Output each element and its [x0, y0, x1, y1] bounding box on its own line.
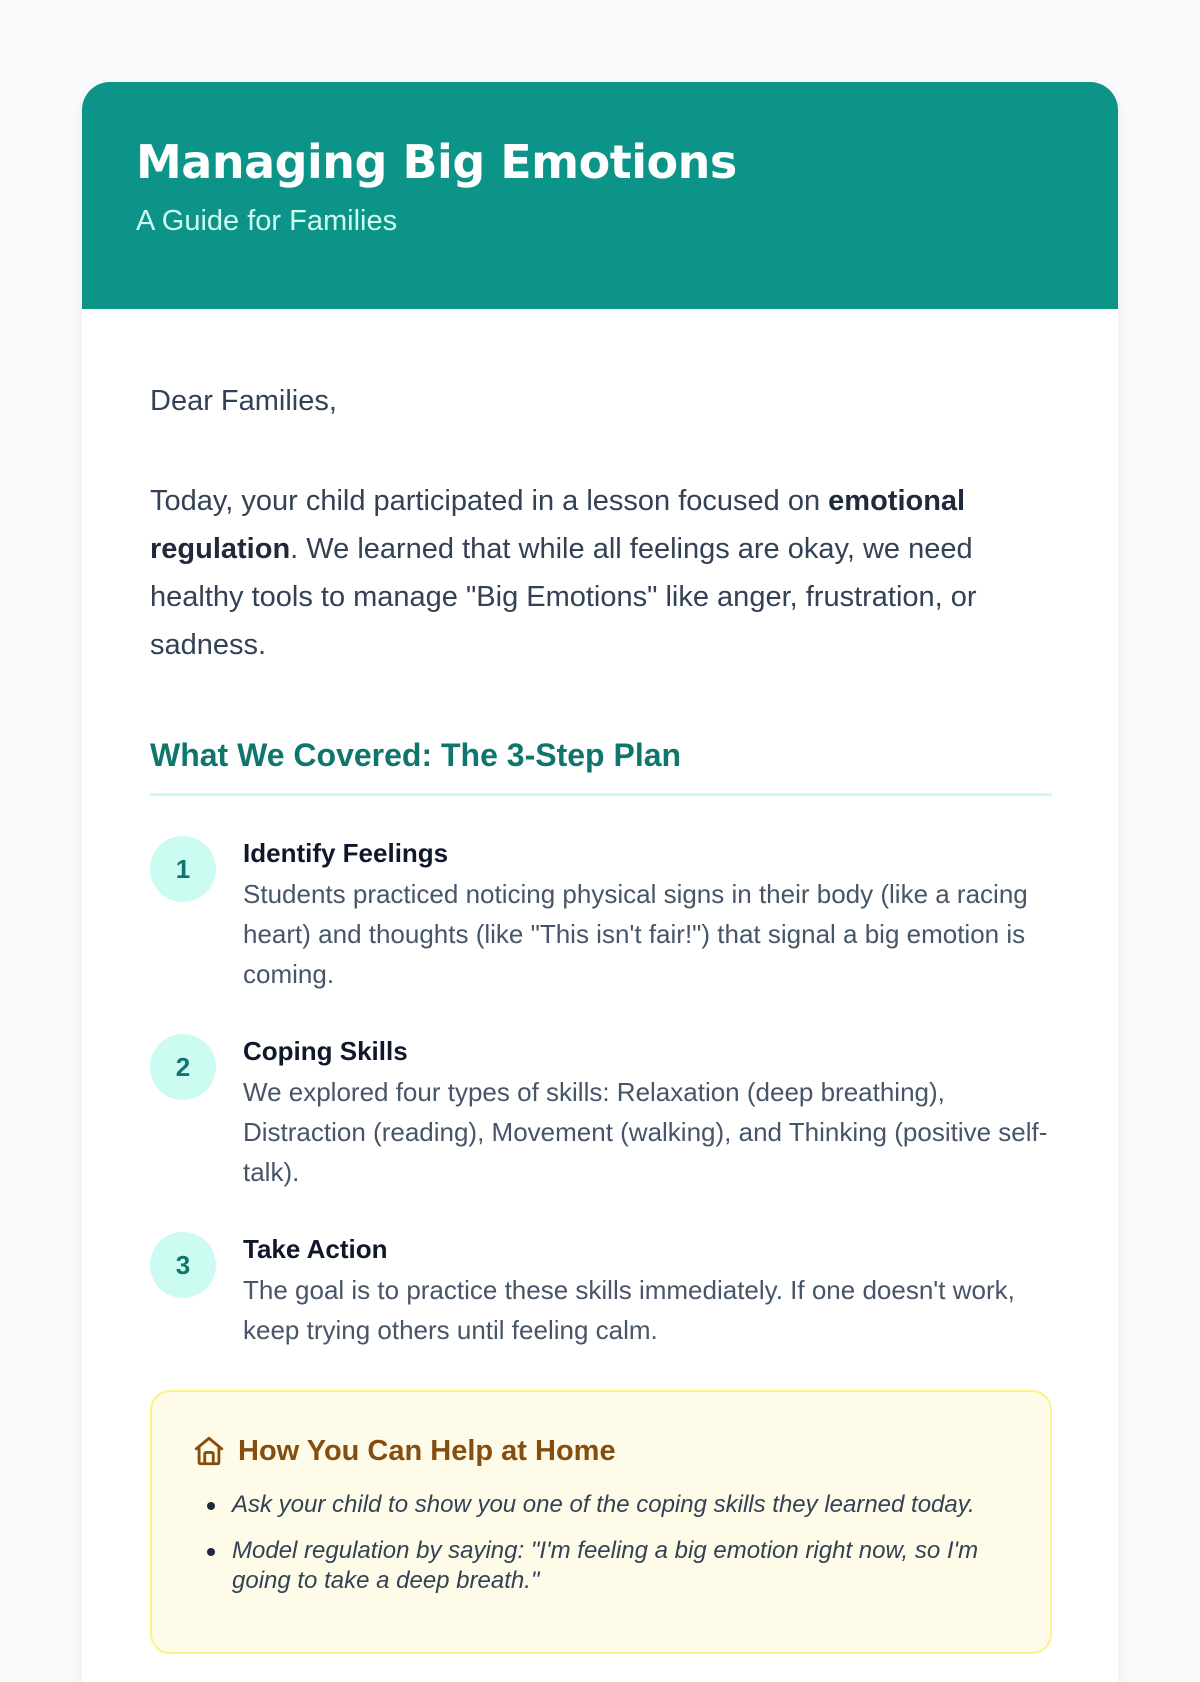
step-number-badge: 2 [150, 1034, 216, 1100]
intro-emphasis: emotional regulation [150, 485, 966, 565]
help-list [192, 1490, 1014, 1596]
step-item [150, 1232, 1052, 1350]
intro-paragraph [150, 477, 1052, 669]
help-list-item: Ask your child to show you one of the coping skills they learned today. [192, 1490, 1014, 1520]
greeting: Dear Families, [150, 385, 337, 417]
step-item [150, 836, 1052, 994]
step-description: The goal is to practice these skills immediately. If one doesn't work, keep trying others until feeling calm. [243, 1275, 1015, 1345]
plan-section-title: What We Covered: The 3-Step Plan [150, 735, 1052, 796]
step-number-badge: 1 [150, 836, 216, 902]
help-list-item: Model regulation by saying: "I'm feeling a big emotion right now, so I'm going to take a deep breath." [192, 1536, 1014, 1596]
help-header [192, 1434, 1014, 1468]
newsletter-card [82, 82, 1118, 1682]
step-content [243, 1034, 1052, 1192]
intro-text-start: Today, your child participated in a lesson focused on [150, 485, 829, 517]
page-subtitle: A Guide for Families [136, 205, 398, 237]
step-title: Take Action [243, 1234, 388, 1264]
step-description: We explored four types of skills: Relaxation (deep breathing), Distraction (reading), Movement (walking), and Thinking (positive self-talk). [243, 1077, 1048, 1187]
step-description: Students practiced noticing physical signs in their body (like a racing heart) and thoughts (like "This isn't fair!") that signal a big emotion is coming. [243, 879, 1028, 989]
intro-text-end: . We learned that while all feelings are okay, we need healthy tools to manage "Big Emotions" like anger, frustration, or sadness. [150, 533, 977, 661]
step-content [243, 1232, 1052, 1350]
step-content [243, 836, 1052, 994]
help-at-home-box [150, 1390, 1052, 1654]
step-number-badge: 3 [150, 1232, 216, 1298]
header-banner [82, 82, 1118, 309]
step-title: Coping Skills [243, 1036, 408, 1066]
step-title: Identify Feelings [243, 838, 449, 868]
help-title: How You Can Help at Home [238, 1435, 616, 1467]
step-list [150, 836, 1052, 1350]
step-item [150, 1034, 1052, 1192]
page-title: Managing Big Emotions [136, 135, 737, 189]
letter-body [82, 309, 1118, 1654]
home-icon [192, 1434, 226, 1468]
